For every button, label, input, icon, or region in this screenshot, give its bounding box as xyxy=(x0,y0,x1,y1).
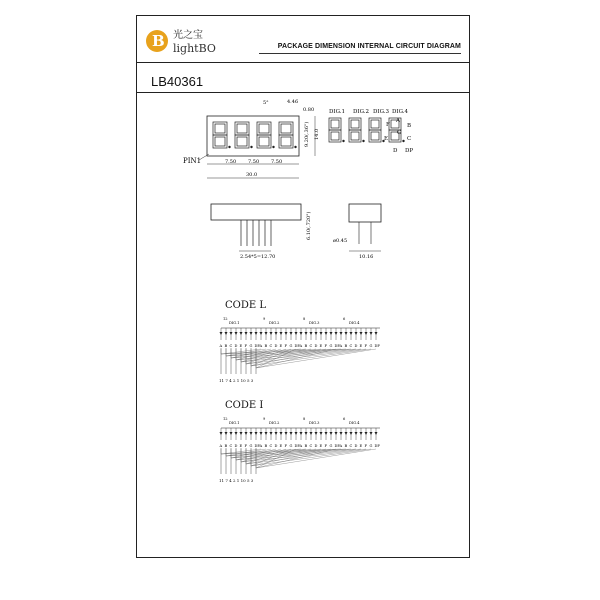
dig-label-4: DIG.4 xyxy=(392,109,409,115)
led-diode xyxy=(265,432,268,435)
led-diode xyxy=(275,432,278,435)
led-diode xyxy=(355,332,358,335)
segment-label: A xyxy=(259,444,263,448)
seg-f: F xyxy=(386,122,390,128)
dig-label-1: DIG.1 xyxy=(329,109,346,115)
segment-label: D xyxy=(314,344,318,348)
led-diode xyxy=(320,432,323,435)
led-diode xyxy=(330,432,333,435)
led-diode xyxy=(285,432,288,435)
led-diode xyxy=(260,432,263,435)
company-logo xyxy=(145,24,255,56)
seg-dp: DP xyxy=(405,148,414,154)
segment-label: DP xyxy=(254,444,260,448)
led-diode xyxy=(295,432,298,435)
decimal-point xyxy=(402,140,404,142)
height-label: 14.0 xyxy=(314,128,320,140)
circuit-digit-label: DIG.2 xyxy=(269,321,280,325)
led-diode xyxy=(235,432,238,435)
header-rule xyxy=(259,53,461,54)
decimal-point xyxy=(342,140,344,142)
led-diode xyxy=(290,432,293,435)
seg-c: C xyxy=(407,136,412,142)
led-diode xyxy=(325,332,328,335)
common-pin-number: 9 xyxy=(263,317,266,321)
seg-b: B xyxy=(407,123,412,129)
decimal-point xyxy=(250,146,252,148)
pitch-label: 7.50 xyxy=(248,159,260,165)
led-diode xyxy=(320,332,323,335)
segment-label: D xyxy=(234,344,238,348)
code-l-title: CODE L xyxy=(225,300,266,311)
led-diode xyxy=(220,432,223,435)
led-diode xyxy=(350,332,353,335)
circuit-digit-label: DIG.4 xyxy=(349,321,360,325)
led-diode xyxy=(270,332,273,335)
led-diode xyxy=(365,432,368,435)
seg-g: G xyxy=(397,130,402,136)
led-diode xyxy=(275,332,278,335)
segment-label: B xyxy=(344,344,348,348)
led-diode xyxy=(360,432,363,435)
segment-wire xyxy=(241,349,281,362)
segment-label: D xyxy=(274,344,278,348)
led-diode xyxy=(240,432,243,435)
led-diode xyxy=(220,332,223,335)
segment-label: G xyxy=(289,444,293,448)
common-pin-number: 8 xyxy=(303,317,306,321)
tilt-label: 5° xyxy=(263,100,269,106)
segment-label: F xyxy=(284,344,287,348)
segment-label: C xyxy=(309,344,313,348)
led-diode xyxy=(225,332,228,335)
segment-label: A xyxy=(339,444,343,448)
pin1-label: PIN1 xyxy=(183,157,202,165)
segment-label: B xyxy=(264,344,268,348)
segment-label: F xyxy=(364,344,367,348)
seg-a: A xyxy=(396,118,400,124)
common-pin-number: 6 xyxy=(343,317,346,321)
led-diode xyxy=(325,432,328,435)
legend-digits xyxy=(329,118,405,142)
led-diode xyxy=(310,332,313,335)
led-diode xyxy=(260,332,263,335)
segment-label: E xyxy=(239,444,243,448)
segment-label: B xyxy=(224,344,228,348)
common-pin-number: 12 xyxy=(223,317,228,321)
circuit-digit-label: DIG.4 xyxy=(349,421,360,425)
front-digit xyxy=(257,122,275,148)
common-pin-number: 8 xyxy=(303,417,306,421)
segment-label: E xyxy=(279,344,283,348)
common-pin-number: 9 xyxy=(263,417,266,421)
led-diode xyxy=(225,432,228,435)
pitch-label: 7.50 xyxy=(271,159,283,165)
segment-label: D xyxy=(314,444,318,448)
led-diode xyxy=(270,432,273,435)
led-diode xyxy=(280,432,283,435)
segment-label: B xyxy=(264,444,268,448)
header-title: PACKAGE DIMENSION INTERNAL CIRCUIT DIAGRAM xyxy=(277,43,461,50)
decimal-point xyxy=(228,146,230,148)
led-diode xyxy=(245,332,248,335)
segment-label: DP xyxy=(374,344,380,348)
segment-label: D xyxy=(354,344,358,348)
circuit-digit-label: DIG.2 xyxy=(269,421,280,425)
segment-label: C xyxy=(229,344,233,348)
led-diode xyxy=(245,432,248,435)
decimal-point xyxy=(294,146,296,148)
segment-label: G xyxy=(329,444,333,448)
circuit-digit-label: DIG.3 xyxy=(309,321,320,325)
segment-wire xyxy=(241,449,281,462)
segment-label: DP xyxy=(294,444,300,448)
segment-label: B xyxy=(224,444,228,448)
segment-label: E xyxy=(319,344,323,348)
segment-label: F xyxy=(244,344,247,348)
segment-label: F xyxy=(364,444,367,448)
segment-label: DP xyxy=(374,444,380,448)
segment-label: E xyxy=(279,444,283,448)
decimal-point xyxy=(362,140,364,142)
dig-label-3: DIG.3 xyxy=(373,109,390,115)
led-diode xyxy=(370,432,373,435)
front-view-drawing xyxy=(137,94,471,194)
seg-e: E xyxy=(384,136,389,142)
segment-label: E xyxy=(239,344,243,348)
segment-label: D xyxy=(274,444,278,448)
segment-label: F xyxy=(244,444,247,448)
end-view-body xyxy=(349,204,381,222)
led-diode xyxy=(345,432,348,435)
datasheet-frame xyxy=(136,15,470,558)
circuit-digit-label: DIG.1 xyxy=(229,421,240,425)
segment-label: A xyxy=(299,444,303,448)
logo-letter: B xyxy=(152,32,165,50)
led-diode xyxy=(310,432,313,435)
circuit-digit-label: DIG.3 xyxy=(309,421,320,425)
led-diode xyxy=(300,432,303,435)
led-diode xyxy=(230,332,233,335)
segment-label: DP xyxy=(334,444,340,448)
led-diode xyxy=(355,432,358,435)
led-diode xyxy=(295,332,298,335)
code-i-title: CODE I xyxy=(225,400,264,411)
pin-number-row: 11 7 4 2 1 10 5 3 xyxy=(219,378,254,383)
header xyxy=(137,16,469,63)
overall-width-label: 30.0 xyxy=(246,172,258,178)
legend-digit xyxy=(369,118,385,142)
circuit-code-l xyxy=(217,314,397,386)
led-diode xyxy=(240,332,243,335)
led-diode xyxy=(255,432,258,435)
led-diode xyxy=(330,332,333,335)
led-diode xyxy=(335,332,338,335)
led-diode xyxy=(340,432,343,435)
part-divider xyxy=(137,92,469,93)
led-diode xyxy=(360,332,363,335)
led-diode xyxy=(315,332,318,335)
circuit-code-i xyxy=(217,414,397,486)
led-diode xyxy=(265,332,268,335)
segment-label: C xyxy=(349,344,353,348)
segment-label: E xyxy=(359,444,363,448)
led-diode xyxy=(305,432,308,435)
segment-label: C xyxy=(269,344,273,348)
segment-label: G xyxy=(289,344,293,348)
segment-label: G xyxy=(369,444,373,448)
dig-label-2: DIG.2 xyxy=(353,109,370,115)
segment-label: A xyxy=(219,344,223,348)
digit-height-label: 9.20(.36") xyxy=(304,121,310,147)
segment-label: G xyxy=(369,344,373,348)
part-number: LB40361 xyxy=(151,74,204,89)
segment-label: G xyxy=(329,344,333,348)
circuit-digit-label: DIG.1 xyxy=(229,321,240,325)
segment-label: B xyxy=(304,444,308,448)
front-digit xyxy=(279,122,297,148)
led-diode xyxy=(315,432,318,435)
segment-label: D xyxy=(234,444,238,448)
led-diode xyxy=(345,332,348,335)
segment-label: C xyxy=(269,444,273,448)
segment-label: DP xyxy=(294,344,300,348)
segment-label: A xyxy=(219,444,223,448)
segment-label: F xyxy=(284,444,287,448)
led-diode xyxy=(340,332,343,335)
legend-digit xyxy=(329,118,345,142)
led-diode xyxy=(300,332,303,335)
common-pin-number: 6 xyxy=(343,417,346,421)
segment-label: DP xyxy=(334,344,340,348)
segment-label: E xyxy=(319,444,323,448)
led-diode xyxy=(350,432,353,435)
led-diode xyxy=(335,432,338,435)
side-height-label: 6.10(.720") xyxy=(306,211,312,240)
led-diode xyxy=(250,332,253,335)
segment-label: G xyxy=(249,444,253,448)
side-pins xyxy=(241,220,271,246)
segment-label: A xyxy=(339,344,343,348)
led-diode xyxy=(375,332,378,335)
led-diode xyxy=(280,332,283,335)
led-diode xyxy=(250,432,253,435)
segment-label: A xyxy=(259,344,263,348)
led-diode xyxy=(285,332,288,335)
pitch-label: 7.50 xyxy=(225,159,237,165)
seg-d: D xyxy=(393,148,398,154)
side-view-drawing xyxy=(137,196,471,276)
dp-size-label: 0.80 xyxy=(303,107,315,113)
led-diode xyxy=(375,432,378,435)
segment-label: C xyxy=(309,444,313,448)
pin-number-row: 11 7 4 2 1 10 5 3 xyxy=(219,478,254,483)
led-diode xyxy=(370,332,373,335)
led-diode xyxy=(230,432,233,435)
common-pin-number: 12 xyxy=(223,417,228,421)
segment-label: F xyxy=(324,444,327,448)
decimal-point xyxy=(272,146,274,148)
segment-label: DP xyxy=(254,344,260,348)
bottom-view-body xyxy=(211,204,301,220)
legend-digit xyxy=(349,118,365,142)
front-digit xyxy=(213,122,231,148)
segment-label: B xyxy=(344,444,348,448)
logo-chinese: 光之宝 xyxy=(173,30,203,41)
segment-label: G xyxy=(249,344,253,348)
segment-label: C xyxy=(349,444,353,448)
segment-label: F xyxy=(324,344,327,348)
pin-pitch-label: 2.54*5=12.70 xyxy=(240,254,276,260)
segment-label: B xyxy=(304,344,308,348)
led-diode xyxy=(235,332,238,335)
pin-dia-label: ø0.45 xyxy=(333,238,348,244)
logo-latin: lightBO xyxy=(173,42,216,55)
led-diode xyxy=(305,332,308,335)
front-digit xyxy=(235,122,253,148)
segment-width-label: 4.46 xyxy=(287,99,299,105)
segment-label: C xyxy=(229,444,233,448)
led-diode xyxy=(255,332,258,335)
segment-label: D xyxy=(354,444,358,448)
depth-label: 10.16 xyxy=(359,254,374,260)
segment-label: E xyxy=(359,344,363,348)
led-diode xyxy=(365,332,368,335)
front-digits xyxy=(213,122,297,148)
led-diode xyxy=(290,332,293,335)
segment-label: A xyxy=(299,344,303,348)
